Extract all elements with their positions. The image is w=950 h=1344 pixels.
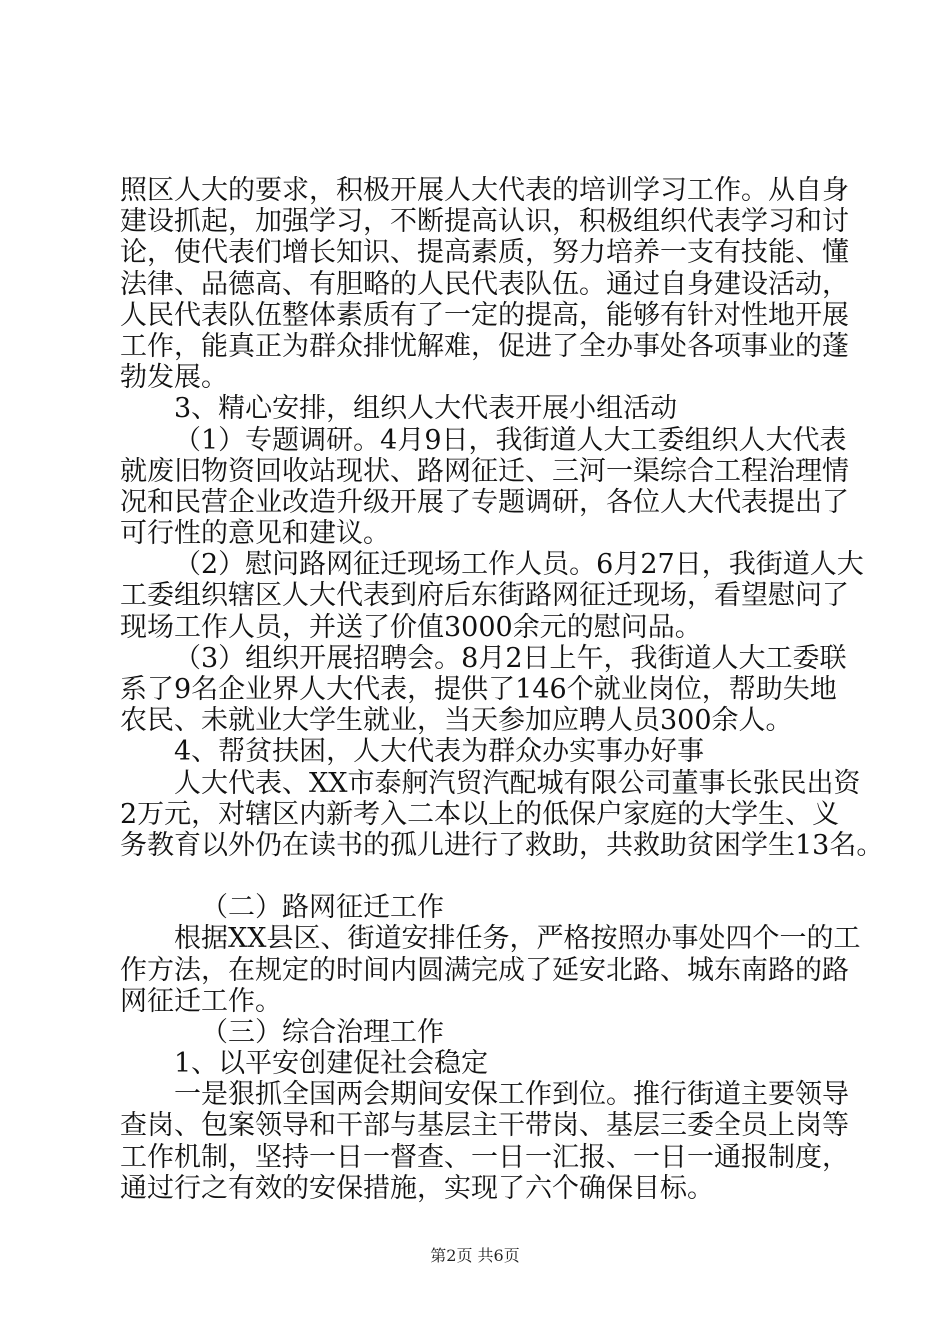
text-line: 可行性的意见和建议。 [120, 518, 390, 550]
page-number: 第2页 共6页 [430, 1246, 520, 1265]
text-line: 现场工作人员，并送了价值3000余元的慰问品。 [120, 611, 702, 643]
text-line: 就废旧物资回收站现状、路网征迁、三河一渠综合工程治理情 [120, 455, 849, 487]
blank-line [120, 861, 835, 892]
text-line: 人大代表、XX市泰舸汽贸汽配城有限公司董事长张民出资 [174, 767, 861, 799]
subheading: 4、帮贫扶困，人大代表为群众办实事办好事 [174, 736, 705, 768]
text-line: 查岗、包案领导和干部与基层主干带岗、基层三委全员上岗等 [120, 1110, 849, 1142]
text-line: 照区人大的要求，积极开展人大代表的培训学习工作。从自身 [120, 175, 849, 206]
text-line: 论，使代表们增长知识、提高素质，努力培养一支有技能、懂 [120, 237, 849, 269]
text-line: 作方法，在规定的时间内圆满完成了延安北路、城东南路的路 [120, 954, 849, 986]
text-line: 一是狠抓全国两会期间安保工作到位。推行街道主要领导 [174, 1079, 849, 1111]
text-line: 通过行之有效的安保措施，实现了六个确保目标。 [120, 1172, 714, 1204]
text-line: 勃发展。 [120, 362, 228, 394]
text-line: （3）组织开展招聘会。8月2日上午，我街道人大工委联 [174, 642, 847, 674]
text-line: 况和民营企业改造升级开展了专题调研，各位人大代表提出了 [120, 486, 849, 518]
text-line: 系了9名企业界人大代表，提供了146个就业岗位，帮助失地 [120, 674, 837, 705]
text-line: （1）专题调研。4月9日，我街道人大工委组织人大代表 [174, 424, 847, 456]
section-title: （二）路网征迁工作 [201, 892, 444, 924]
text-line: 人民代表队伍整体素质有了一定的提高，能够有针对性地开展 [120, 299, 849, 331]
text-line: 工委组织辖区人大代表到府后东街路网征迁现场，看望慰问了 [120, 580, 849, 612]
text-line: 法律、品德高、有胆略的人民代表队伍。通过自身建设活动， [120, 268, 849, 300]
text-line: 工作机制，坚持一日一督查、一日一汇报、一日一通报制度， [120, 1141, 849, 1173]
text-line: 根据XX县区、街道安排任务，严格按照办事处四个一的工 [174, 923, 861, 955]
text-line: 网征迁工作。 [120, 985, 282, 1017]
text-line: 工作，能真正为群众排忧解难，促进了全办事处各项事业的蓬 [120, 330, 849, 362]
text-line: 农民、未就业大学生就业，当天参加应聘人员300余人。 [120, 705, 793, 737]
subheading: 1、以平安创建促社会稳定 [174, 1048, 489, 1080]
subheading: 3、精心安排，组织人大代表开展小组活动 [174, 393, 678, 425]
text-line: 务教育以外仍在读书的孤儿进行了救助，共救助贫困学生13名。 [120, 829, 884, 861]
document-body [120, 175, 884, 1204]
section-title: （三）综合治理工作 [201, 1016, 444, 1048]
text-line: 建设抓起，加强学习，不断提高认识，积极组织代表学习和讨 [120, 206, 849, 238]
text-line: （2）慰问路网征迁现场工作人员。6月27日，我街道人大 [174, 549, 864, 581]
text-line: 2万元，对辖区内新考入二本以上的低保户家庭的大学生、义 [120, 798, 840, 830]
